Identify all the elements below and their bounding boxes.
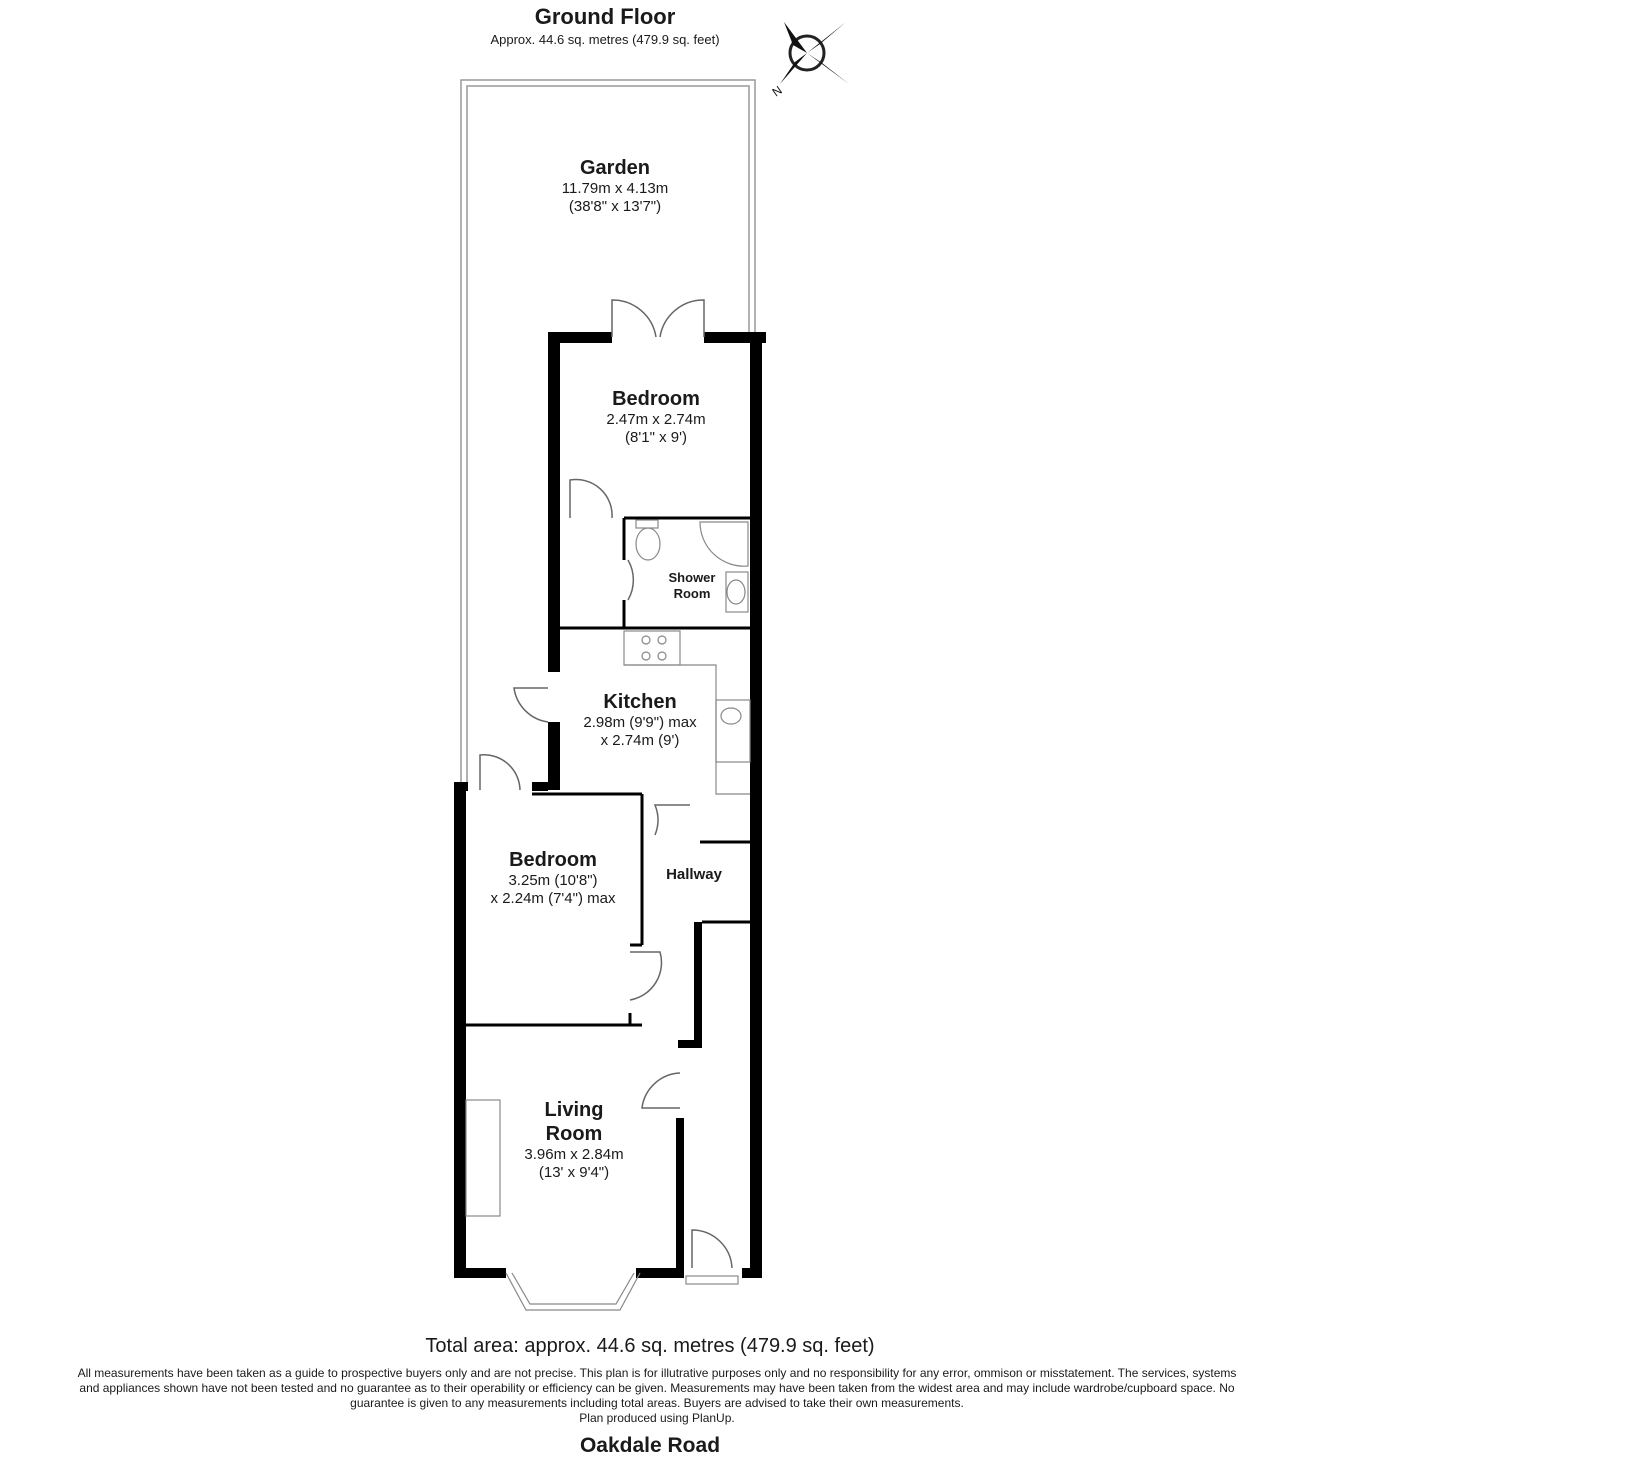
room-kitchen-dim-line1: 2.98m (9'9") max [583,714,697,731]
room-bedroom-front-name: Bedroom [509,849,597,871]
room-garden-dim-imperial: (38'8" x 13'7") [568,198,662,215]
room-bedroom-rear-dim-metric: 2.47m x 2.74m [606,411,706,428]
room-living-dim-imperial: (13' x 9'4") [538,1164,610,1181]
disclaimer-line-2: and appliances shown have not been tested and no guarantee as to their operability or efficiency can be given. Measurements may have been taken from the widest area and may include wardrobe/cupboard space. No [79,1381,1235,1395]
room-hallway [654,866,734,884]
total-area: Total area: approx. 44.6 sq. metres (479.9 sq. feet) [425,1335,875,1357]
room-kitchen [560,690,720,750]
room-living-name-line1: Living [544,1099,604,1121]
disclaimer-line-1: All measurements have been taken as a guide to prospective buyers only and are not precise. This plan is for illutrative purposes only and no responsibility for any error, ommison or misstatement. The services, systems [77,1366,1237,1380]
room-shower-name-line1: Shower [668,570,716,585]
room-shower-name-line2: Room [673,585,711,601]
compass-north-label: N [769,83,785,100]
room-bedroom-front-dim-line1: 3.25m (10'8") [508,872,598,889]
room-garden [535,156,695,216]
room-garden-name: Garden [579,157,651,179]
room-kitchen-dim-line2: x 2.74m (9') [600,732,680,749]
disclaimer-line-3: guarantee is given to any measurements including total areas. Buyers are advised to take their own measurements. [350,1396,964,1410]
room-bedroom-rear-name: Bedroom [612,388,700,410]
floor-title: Ground Floor [534,4,676,29]
room-bedroom-front-dim-line2: x 2.24m (7'4") max [490,890,616,907]
room-hallway-name: Hallway [666,866,722,883]
room-bedroom-rear [576,387,736,447]
room-bedroom-rear-dim-imperial: (8'1" x 9') [625,429,687,446]
disclaimer [12,1366,1302,1426]
fixtures [466,520,750,1310]
room-garden-dim-metric: 11.79m x 4.13m [561,180,669,197]
property-address: Oakdale Road [579,1434,721,1457]
room-kitchen-name: Kitchen [603,691,677,713]
compass-icon [770,22,849,99]
room-living-dim-metric: 3.96m x 2.84m [524,1146,624,1163]
room-living-name-line2: Room [545,1123,603,1145]
room-bedroom-front [468,848,638,908]
floor-area-subtitle: Approx. 44.6 sq. metres (479.9 sq. feet) [490,32,720,47]
room-shower [652,570,732,601]
disclaimer-line-4: Plan produced using PlanUp. [579,1411,735,1425]
room-living [494,1098,654,1182]
